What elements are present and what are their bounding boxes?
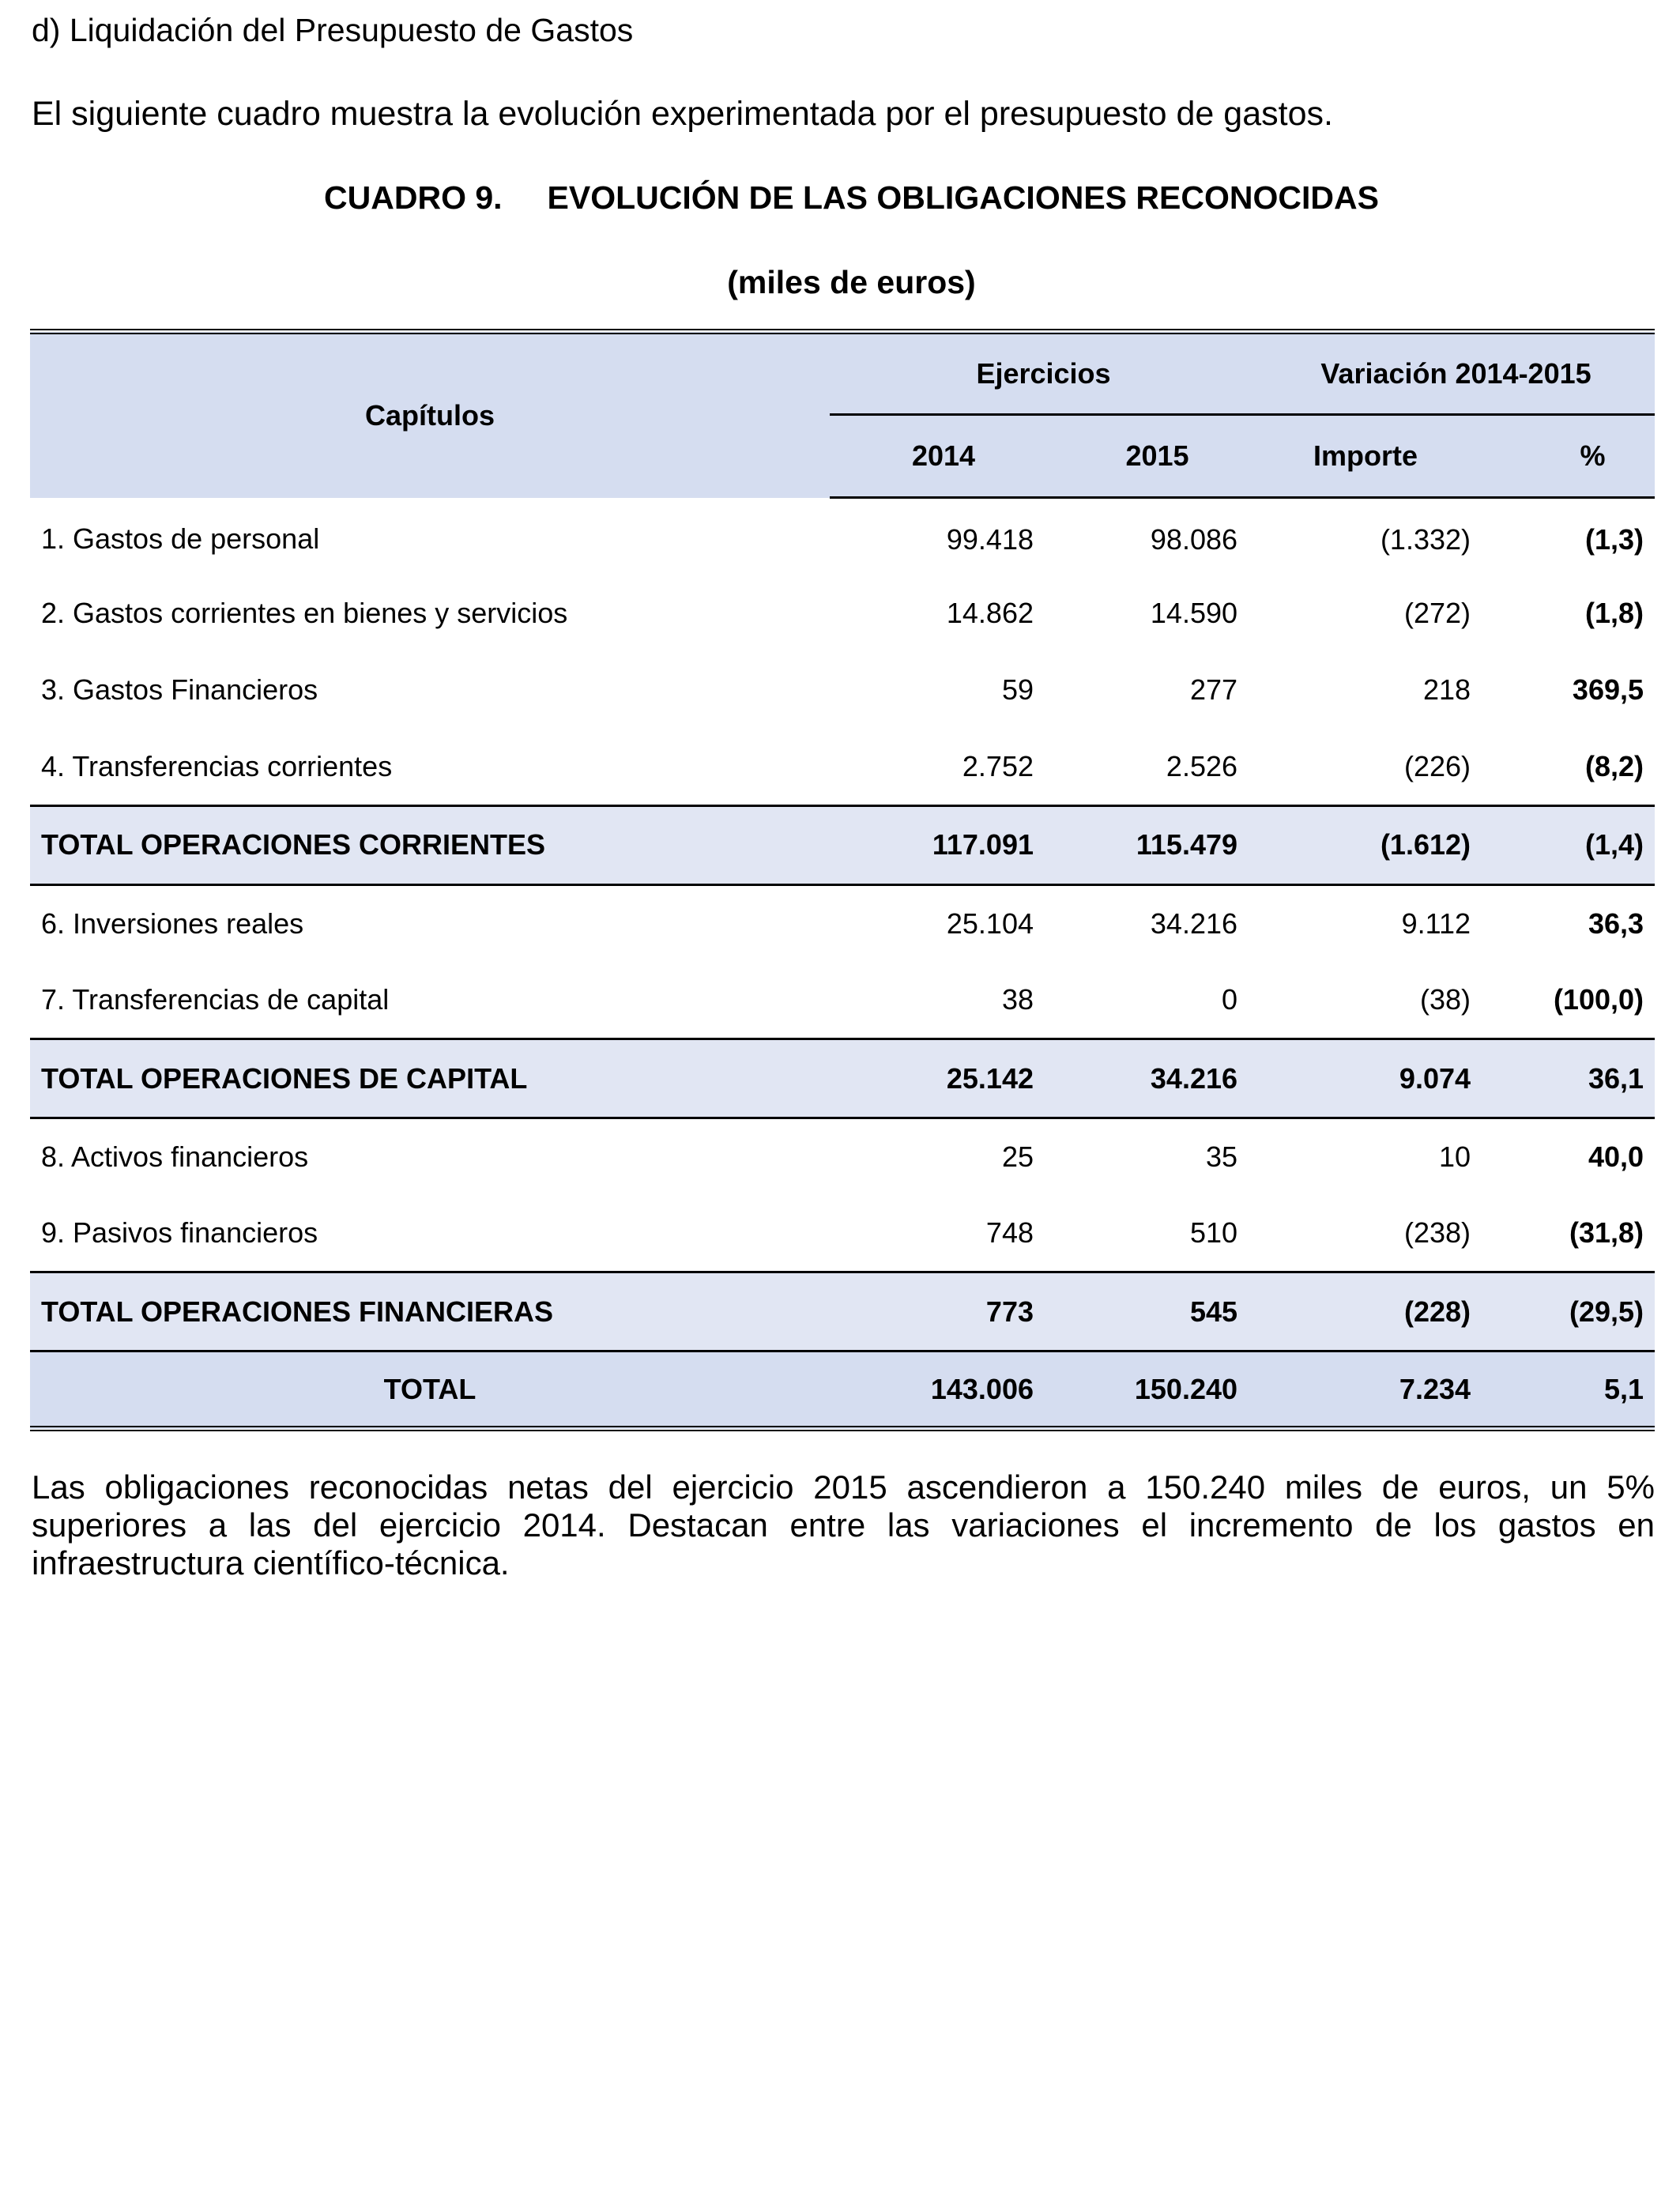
value-2015: 34.216 (1150, 907, 1238, 940)
header-2015: 2015 (1057, 415, 1257, 498)
header-pct: % (1494, 415, 1655, 498)
value-importe: 218 (1422, 673, 1471, 706)
value-importe: (226) (1403, 749, 1471, 782)
value-pct: (1,3) (1584, 522, 1644, 556)
value-pct: (8,2) (1584, 749, 1644, 782)
obligations-table (30, 329, 1655, 1431)
table-row (30, 885, 1655, 962)
header-ejercicios: Ejercicios (830, 332, 1257, 415)
value-importe: 10 (1438, 1140, 1471, 1174)
table-row (30, 575, 1655, 651)
row-label: 1. Gastos de personal (41, 522, 320, 556)
value-pct: 369,5 (1572, 673, 1644, 706)
value-2015: 34.216 (1057, 1039, 1257, 1118)
value-2015: 510 (1189, 1216, 1238, 1250)
value-2014: 2.752 (962, 749, 1034, 782)
section-heading: d) Liquidación del Presupuesto de Gastos (32, 12, 634, 48)
value-2015: 14.590 (1150, 596, 1238, 629)
value-2014: 38 (1001, 982, 1034, 1016)
value-importe: 9.074 (1257, 1039, 1494, 1118)
row-label: TOTAL OPERACIONES FINANCIERAS (30, 1272, 830, 1351)
value-2015: 2.526 (1166, 749, 1238, 782)
value-2014: 117.091 (830, 805, 1057, 884)
row-label: TOTAL OPERACIONES DE CAPITAL (30, 1039, 830, 1118)
value-2015: 545 (1057, 1272, 1257, 1351)
value-importe: (228) (1257, 1272, 1494, 1351)
value-2015: 277 (1189, 673, 1238, 706)
table-title: CUADRO 9. EVOLUCIÓN DE LAS OBLIGACIONES RECONOCIDAS (324, 179, 1379, 216)
value-pct: 5,1 (1494, 1351, 1655, 1429)
value-importe: (38) (1419, 982, 1471, 1016)
table-row (30, 651, 1655, 728)
row-label: 9. Pasivos financieros (41, 1216, 318, 1250)
conclusion-paragraph: Las obligaciones reconocidas netas del ejercicio 2015 ascendieron a 150.240 miles de euros, un 5% superiores a las del ejercicio 2014. Destacan entre las variaciones el incremento de los gastos en infraestructura científico-técnica. (32, 1468, 1655, 1581)
value-importe: (1.332) (1380, 522, 1471, 556)
header-variacion: Variación 2014-2015 (1257, 332, 1655, 415)
value-2015: 150.240 (1057, 1351, 1257, 1429)
row-label: 3. Gastos Financieros (41, 673, 318, 706)
row-label: TOTAL (30, 1351, 830, 1429)
value-2014: 25.104 (946, 907, 1034, 940)
value-pct: (29,5) (1494, 1272, 1655, 1351)
table-row (30, 962, 1655, 1039)
value-importe: (272) (1403, 596, 1471, 629)
row-label: 7. Transferencias de capital (41, 982, 390, 1016)
subtotal-row (30, 1039, 1655, 1118)
table-row (30, 1118, 1655, 1195)
value-importe: (238) (1403, 1216, 1471, 1250)
value-2014: 25.142 (830, 1039, 1057, 1118)
subtotal-row (30, 805, 1655, 884)
row-label: 4. Transferencias corrientes (41, 749, 393, 782)
value-pct: 36,3 (1588, 907, 1644, 940)
table-subtitle: (miles de euros) (727, 264, 976, 300)
value-2015: 115.479 (1057, 805, 1257, 884)
value-importe: (1.612) (1257, 805, 1494, 884)
value-importe: 9.112 (1401, 907, 1471, 940)
value-importe: 7.234 (1257, 1351, 1494, 1429)
value-pct: 36,1 (1494, 1039, 1655, 1118)
row-label: TOTAL OPERACIONES CORRIENTES (30, 805, 830, 884)
total-row (30, 1351, 1655, 1429)
row-label: 8. Activos financieros (41, 1140, 309, 1174)
table-row (30, 1195, 1655, 1272)
value-pct: (1,4) (1494, 805, 1655, 884)
header-2014: 2014 (830, 415, 1057, 498)
subtotal-row (30, 1272, 1655, 1351)
value-2014: 773 (830, 1272, 1057, 1351)
value-2015: 0 (1221, 982, 1238, 1016)
value-2014: 14.862 (946, 596, 1034, 629)
value-2014: 143.006 (830, 1351, 1057, 1429)
value-pct: 40,0 (1588, 1140, 1644, 1174)
value-2014: 25 (1001, 1140, 1034, 1174)
value-pct: (1,8) (1584, 596, 1644, 629)
intro-text: El siguiente cuadro muestra la evolución experimentada por el presupuesto de gastos. (32, 95, 1333, 133)
value-2014: 59 (1001, 673, 1034, 706)
header-importe: Importe (1257, 415, 1494, 498)
value-pct: (31,8) (1569, 1216, 1644, 1250)
table-row (30, 729, 1655, 805)
row-label: 6. Inversiones reales (41, 907, 304, 940)
value-2015: 98.086 (1150, 522, 1238, 556)
value-2014: 748 (985, 1216, 1034, 1250)
header-capitulos: Capítulos (30, 332, 830, 498)
value-pct: (100,0) (1553, 982, 1644, 1016)
table-row (30, 498, 1655, 575)
row-label: 2. Gastos corrientes en bienes y servicios (41, 596, 568, 629)
value-2014: 99.418 (946, 522, 1034, 556)
value-2015: 35 (1205, 1140, 1238, 1174)
